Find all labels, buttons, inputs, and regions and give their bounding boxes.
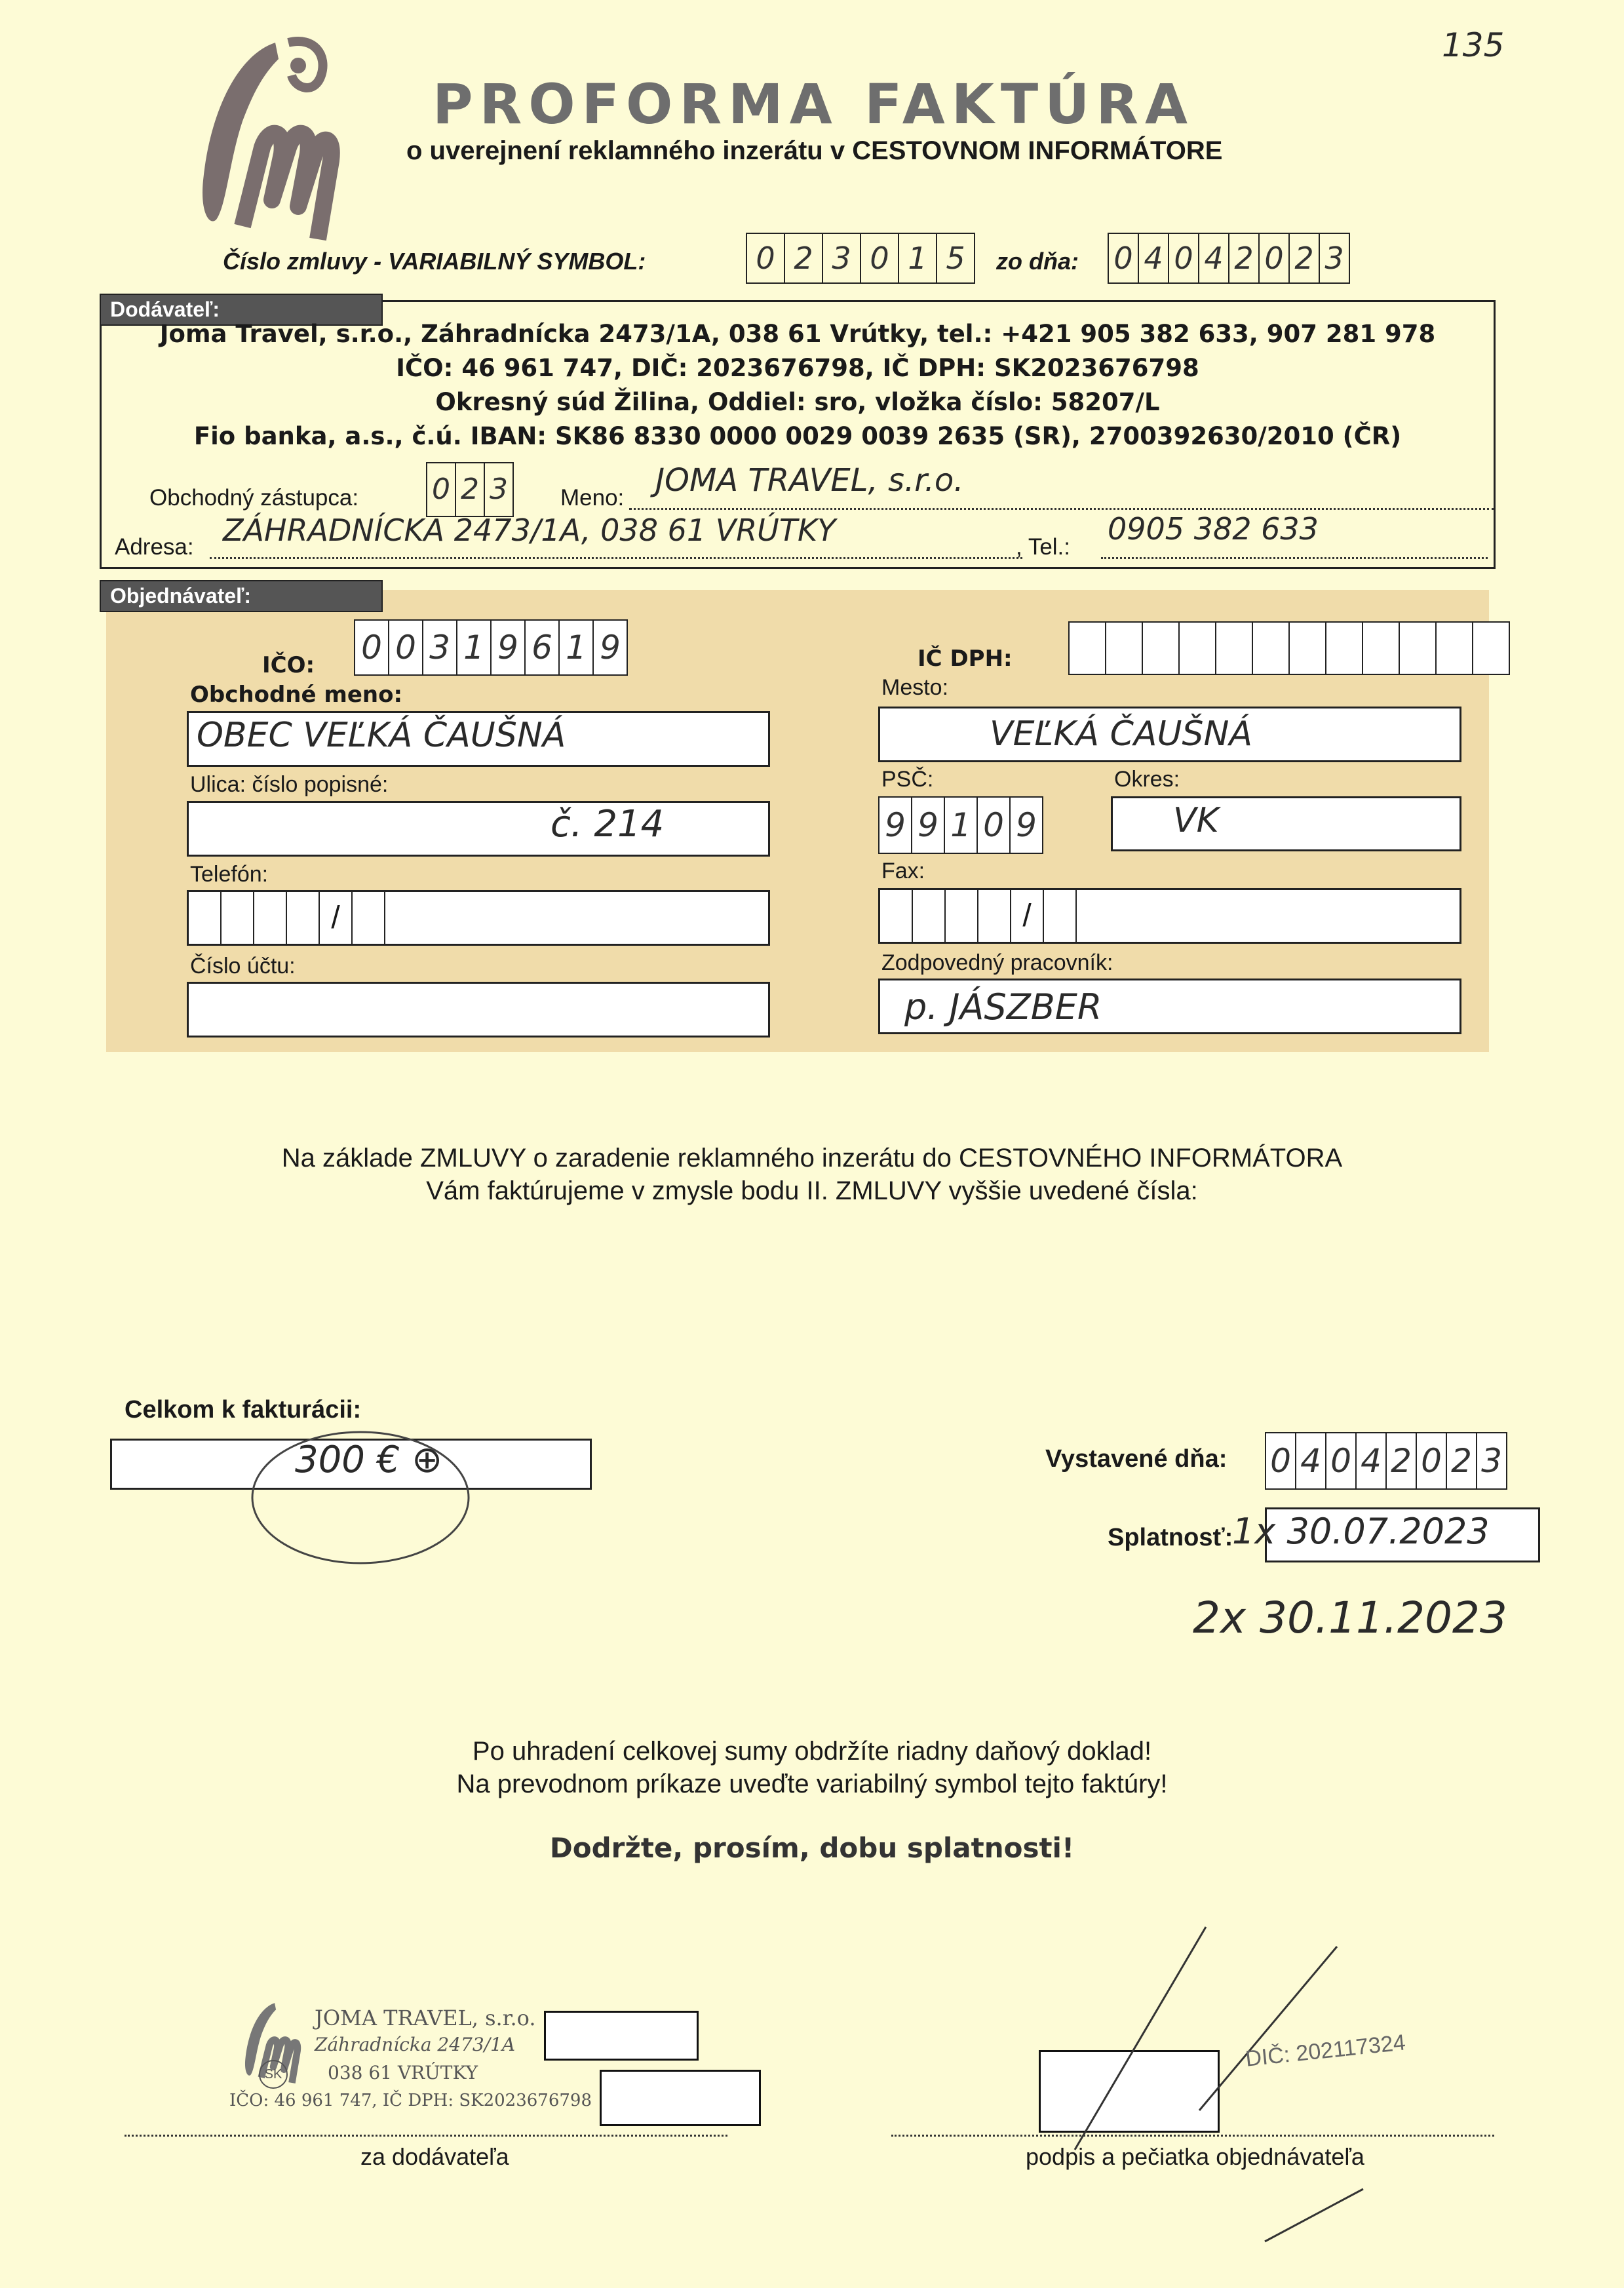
city-label: Mesto: <box>881 675 949 700</box>
ico-char: 1 <box>560 619 594 676</box>
tel-label: , Tel.: <box>1016 534 1071 560</box>
icdph-cell <box>1290 621 1326 675</box>
date-char: 0 <box>1169 233 1199 284</box>
phone-field[interactable] <box>187 890 770 946</box>
vs-char: 5 <box>937 233 975 284</box>
supplier-signature-label: za dodávateľa <box>360 2143 509 2170</box>
stamp-line-4: IČO: 46 961 747, IČ DPH: SK2023676798 <box>229 2091 592 2110</box>
okres-label: Okres: <box>1114 767 1180 792</box>
icdph-cell <box>1326 621 1363 675</box>
issued-char: 3 <box>1477 1432 1507 1490</box>
icdph-boxes <box>1068 621 1510 675</box>
date-char: 4 <box>1199 233 1229 284</box>
customer-signature-strokes-icon <box>983 1914 1442 2255</box>
agent-char: 0 <box>426 462 456 517</box>
ico-char: 0 <box>354 619 389 676</box>
phone-cell <box>353 892 385 944</box>
issued-char: 4 <box>1296 1432 1326 1490</box>
icdph-cell <box>1363 621 1400 675</box>
ico-char: 3 <box>423 619 457 676</box>
supplier-line-1: Joma Travel, s.r.o., Záhradnícka 2473/1A, 038 61 Vrútky, tel.: +421 905 382 633, 907 281 978 <box>159 320 1436 348</box>
issued-char: 0 <box>1326 1432 1357 1490</box>
joma-logo-icon <box>164 29 374 246</box>
address-value: ZÁHRADNÍCKA 2473/1A, 038 61 VRÚTKY <box>223 513 836 548</box>
phone-cell <box>287 892 320 944</box>
city-value: VEĽKÁ ČAUŠNÁ <box>990 714 1253 754</box>
total-circle-icon <box>242 1422 478 1573</box>
phone-cell <box>254 892 287 944</box>
phone-label: Telefón: <box>190 862 269 887</box>
phone-cell <box>189 892 222 944</box>
agent-char: 3 <box>485 462 514 517</box>
agent-boxes <box>426 462 514 517</box>
variable-symbol-label: Číslo zmluvy - VARIABILNÝ SYMBOL: <box>223 248 646 275</box>
psc-boxes <box>878 796 1043 854</box>
stamp-line-3: 038 61 VRÚTKY <box>328 2062 478 2084</box>
fax-field[interactable] <box>878 888 1461 944</box>
icdph-cell <box>1143 621 1180 675</box>
supplier-signature-line <box>125 2133 727 2137</box>
vs-char: 0 <box>746 233 785 284</box>
icdph-cell <box>1253 621 1290 675</box>
date-char: 0 <box>1260 233 1290 284</box>
ico-char: 0 <box>389 619 423 676</box>
date-label: zo dňa: <box>996 248 1079 275</box>
icdph-cell <box>1180 621 1216 675</box>
issued-label: Vystavené dňa: <box>1045 1445 1228 1473</box>
icdph-cell <box>1216 621 1253 675</box>
due-value-2: 2x 30.11.2023 <box>1193 1593 1507 1643</box>
contract-date-boxes <box>1108 233 1350 284</box>
note-line-2: Na prevodnom príkaze uveďte variabilný symbol tejto faktúry! <box>456 1770 1168 1798</box>
supplier-line-3: Okresný súd Žilina, Oddiel: sro, vložka číslo: 58207/L <box>435 388 1160 416</box>
note-line-1: Po uhradení celkovej sumy obdržíte riadny daňový doklad! <box>472 1737 1152 1766</box>
psc-label: PSČ: <box>881 767 934 792</box>
ico-boxes <box>354 619 628 676</box>
supplier-tag: Dodávateľ: <box>100 294 383 326</box>
company-name-label: Obchodné meno: <box>190 682 403 708</box>
psc-char: 9 <box>912 796 945 854</box>
redacted-signature-left-1 <box>544 2011 699 2061</box>
ico-char: 6 <box>526 619 560 676</box>
body-line-1: Na základe ZMLUVY o zaradenie reklamného inzerátu do CESTOVNÉHO INFORMÁTORA <box>281 1144 1343 1173</box>
psc-char: 1 <box>945 796 978 854</box>
stamp-line-2: Záhradnícka 2473/1A <box>315 2034 516 2055</box>
total-label: Celkom k fakturácii: <box>125 1396 362 1424</box>
due-label: Splatnosť: <box>1108 1524 1233 1551</box>
icdph-cell <box>1473 621 1510 675</box>
fax-label: Fax: <box>881 859 925 883</box>
body-line-2: Vám faktúrujeme v zmysle bodu II. ZMLUVY vyššie uvedené čísla: <box>426 1176 1198 1205</box>
redacted-signature-left-2 <box>600 2070 761 2126</box>
account-label: Číslo účtu: <box>190 954 296 979</box>
page-number: 135 <box>1442 26 1505 64</box>
dic-stamp: DIČ: 202117324 <box>1244 2030 1407 2072</box>
stamp-line-1: JOMA TRAVEL, s.r.o. <box>315 2006 536 2030</box>
phone-separator: / <box>320 892 353 944</box>
name-value: JOMA TRAVEL, s.r.o. <box>655 462 964 499</box>
customer-signature-label: podpis a pečiatka objednávateľa <box>1026 2143 1364 2170</box>
note-line-3: Dodržte, prosím, dobu splatnosti! <box>549 1832 1075 1864</box>
street-value: č. 214 <box>551 803 665 845</box>
fax-cell <box>946 890 978 942</box>
icdph-cell <box>1068 621 1106 675</box>
issued-char: 2 <box>1447 1432 1477 1490</box>
document-subtitle: o uverejnení reklamného inzerátu v CESTOVNOM INFORMÁTORE <box>406 136 1223 165</box>
agent-label: Obchodný zástupca: <box>149 485 359 511</box>
address-label: Adresa: <box>115 534 194 560</box>
icdph-cell <box>1400 621 1437 675</box>
icdph-cell <box>1437 621 1473 675</box>
ico-char: 1 <box>457 619 492 676</box>
street-label: Ulica: číslo popisné: <box>190 772 389 797</box>
phone-cell <box>222 892 254 944</box>
ico-char: 9 <box>594 619 628 676</box>
name-label: Meno: <box>560 485 625 511</box>
vs-char: 3 <box>823 233 861 284</box>
issued-char: 0 <box>1417 1432 1447 1490</box>
agent-char: 2 <box>456 462 485 517</box>
fax-cell <box>913 890 946 942</box>
okres-field[interactable] <box>1111 796 1461 851</box>
total-value: 300 € ⊕ <box>295 1439 443 1481</box>
fax-cell <box>1044 890 1077 942</box>
due-value: 1x 30.07.2023 <box>1232 1511 1490 1552</box>
ico-label: IČO: <box>262 652 315 678</box>
tel-value: 0905 382 633 <box>1108 511 1319 547</box>
vs-char: 0 <box>861 233 899 284</box>
okres-value: VK <box>1173 801 1219 840</box>
vs-char: 1 <box>899 233 937 284</box>
date-char: 2 <box>1229 233 1260 284</box>
responsible-value: p. JÁSZBER <box>904 986 1102 1028</box>
customer-signature-line <box>891 2133 1494 2137</box>
vs-char: 2 <box>785 233 823 284</box>
supplier-line-2: IČO: 46 961 747, DIČ: 2023676798, IČ DPH: SK2023676798 <box>396 354 1199 382</box>
issued-char: 2 <box>1387 1432 1417 1490</box>
phone-cells <box>189 892 768 944</box>
fax-cells <box>880 890 1460 942</box>
icdph-cell <box>1106 621 1143 675</box>
ico-char: 9 <box>492 619 526 676</box>
date-char: 2 <box>1290 233 1320 284</box>
fax-separator: / <box>1011 890 1044 942</box>
date-char: 3 <box>1320 233 1350 284</box>
date-char: 0 <box>1108 233 1139 284</box>
psc-char: 9 <box>878 796 912 854</box>
company-name-value: OBEC VEĽKÁ ČAUŠNÁ <box>197 716 566 755</box>
fax-cell <box>978 890 1011 942</box>
responsible-label: Zodpovedný pracovník: <box>881 950 1113 975</box>
fax-cell <box>880 890 913 942</box>
street-field[interactable] <box>187 801 770 857</box>
date-char: 4 <box>1139 233 1169 284</box>
psc-char: 0 <box>978 796 1011 854</box>
psc-char: 9 <box>1011 796 1043 854</box>
account-field[interactable] <box>187 982 770 1037</box>
document-title: PROFORMA FAKTÚRA <box>433 72 1195 136</box>
supplier-line-4: Fio banka, a.s., č.ú. IBAN: SK86 8330 0000 0029 0039 2635 (SR), 2700392630/2010 (ČR) <box>193 422 1402 450</box>
issued-char: 4 <box>1357 1432 1387 1490</box>
icdph-label: IČ DPH: <box>918 646 1013 672</box>
issued-boxes <box>1265 1432 1507 1490</box>
stamp-sk-badge: SK <box>259 2060 288 2089</box>
issued-char: 0 <box>1265 1432 1296 1490</box>
customer-tag: Objednávateľ: <box>100 580 383 612</box>
variable-symbol-boxes <box>746 233 975 284</box>
